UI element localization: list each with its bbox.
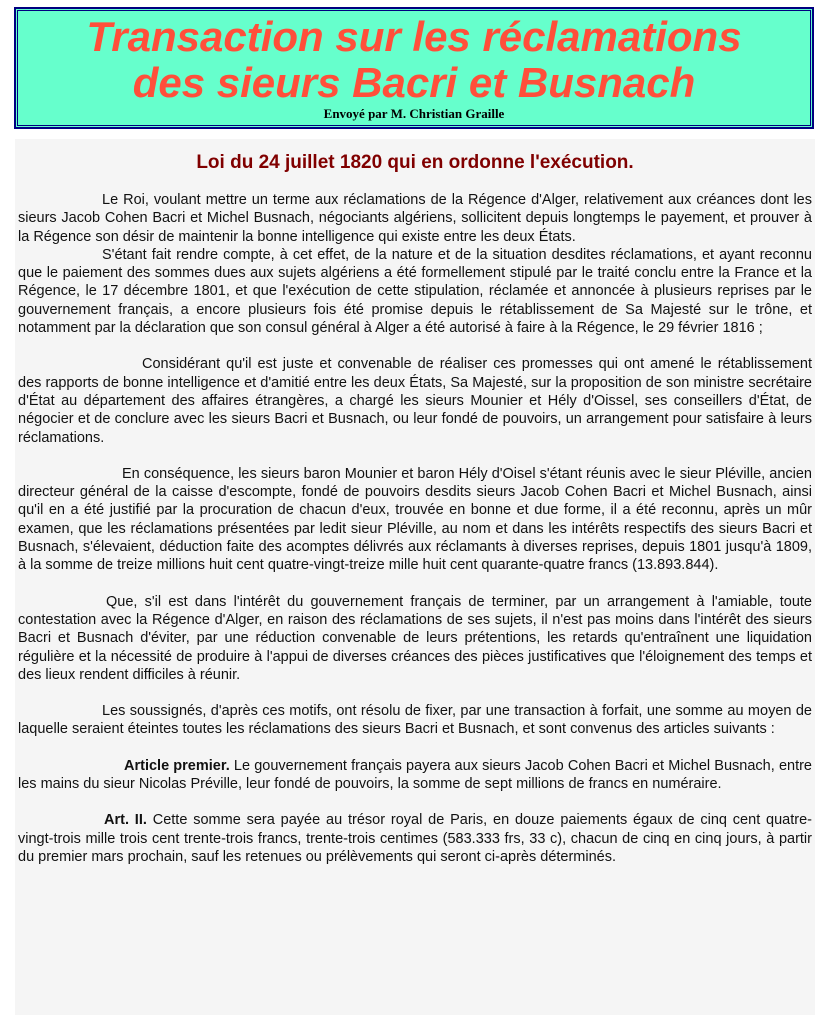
- article-deux: [18, 811, 812, 866]
- article-deux-label: Art. II.: [104, 812, 147, 829]
- paragraph-soussignes: Les soussignés, d'après ces motifs, ont résolu de fixer, par une transaction à forfait, une somme au moyen de laquelle seraient éteintes toutes les réclamations des sieurs Bacri et Busnach, et sont convenus des articles suivants :: [18, 703, 812, 738]
- paragraph-considerant: Considérant qu'il est juste et convenable de réaliser ces promesses qui ont amené le rétablissement des rapports de bonne intelligence et d'amitié entre les deux États, Sa Majesté, sur la proposition de son ministre secrétaire d'État au département des affaires étrangères, a chargé les sieurs Mounier et Hély d'Oissel, ses conseillers d'État, de négocier et de conclure avec les sieurs Bacri et Busnach, ou leur fondé de pouvoirs, un arrangement pour satisfaire à leurs réclamations.: [18, 356, 812, 446]
- document-body: [15, 139, 815, 1015]
- title-line-1: Transaction sur les réclamations: [86, 13, 742, 60]
- article-premier-text: Le gouvernement français payera aux sieurs Jacob Cohen Bacri et Michel Busnach, entre les mains du sieur Nicolas Préville, leur fondé de pouvoirs, la somme de sept millions de francs en numéraire.: [18, 757, 812, 793]
- title-banner: [15, 8, 813, 128]
- paragraph-consequence: En conséquence, les sieurs baron Mounier et baron Hély d'Oisel s'étant réunis avec le sieur Pléville, ancien directeur général de la caisse d'escompte, fondé de pouvoirs desdits sieurs Jacob Cohen Bacri et Michel Busnach, ainsi qu'il en a été justifié par la procuration de chacun d'eux, trouvée en bonne et due forme, il a été reconnu, après un mûr examen, que les réclamations présentées par ledit sieur Pléville, au nom et dans les intérêts respectifs des sieurs Bacri et Busnach, s'élevaient, déduction faite des acomptes délivrés aux réclamants à diverses reprises, depuis 1801 jusqu'à 1809, à la somme de treize millions huit cent quatre-vingt-treize mille huit cent quarante-quatre francs (13.893.844).: [18, 465, 812, 574]
- law-title: Loi du 24 juillet 1820 qui en ordonne l'exécution.: [196, 152, 634, 173]
- paragraph-compte-rendu: S'étant fait rendre compte, à cet effet, de la nature et de la situation desdites réclamations, et ayant reconnu que le paiement des sommes dues aux sujets algériens a été formellement stipulé par le traité conclu entre la France et la Régence, le 17 décembre 1801, et que l'exécution de cette stipulation, réclamée et annoncée à plusieurs reprises par le gouvernement français, a encore plusieurs fois été promise depuis le rétablissement de Sa Majesté sur le trône, et notamment par la déclaration que son consul général à Alger a été autorisé à faire à la Régence, le 29 février 1816 ;: [18, 246, 812, 337]
- sent-by-credit: Envoyé par M. Christian Graille: [323, 106, 505, 121]
- article-premier: [18, 757, 812, 794]
- article-deux-text: Cette somme sera payée au trésor royal de Paris, en douze paiements égaux de cinq cent quatre-vingt-trois mille trois cent trente-trois francs, trente-trois centimes (583.333 frs, 33 c), chacun de cinq en cinq jours, à partir du premier mars prochain, sauf les retenues ou prélèvements qui seront ci-après déterminés.: [18, 812, 812, 865]
- article-premier-label: Article premier.: [124, 757, 230, 774]
- page-title: [18, 14, 810, 106]
- title-line-2: des sieurs Bacri et Busnach: [132, 59, 696, 106]
- paragraph-le-roi: Le Roi, voulant mettre un terme aux réclamations de la Régence d'Alger, relativement aux créances dont les sieurs Jacob Cohen Bacri et Michel Busnach, négociants algériens, sollicitent depuis longtemps le payement, et prouver à la Régence son désir de maintenir la bonne intelligence qui existe entre les deux États.: [18, 192, 812, 245]
- paragraph-interet: Que, s'il est dans l'intérêt du gouvernement français de terminer, par un arrangement à l'amiable, toute contestation avec la Régence d'Alger, en raison des réclamations de ses sujets, il n'est pas moins dans l'intérêt des sieurs Bacri et Busnach d'éviter, par une réduction convenable de leurs prétentions, les retards qu'entraînent une liquidation régulière et la nécessité de produire à l'appui de diverses créances des pièces justificatives que l'éloignement des temps et des lieux rendent difficiles à réunir.: [18, 593, 812, 683]
